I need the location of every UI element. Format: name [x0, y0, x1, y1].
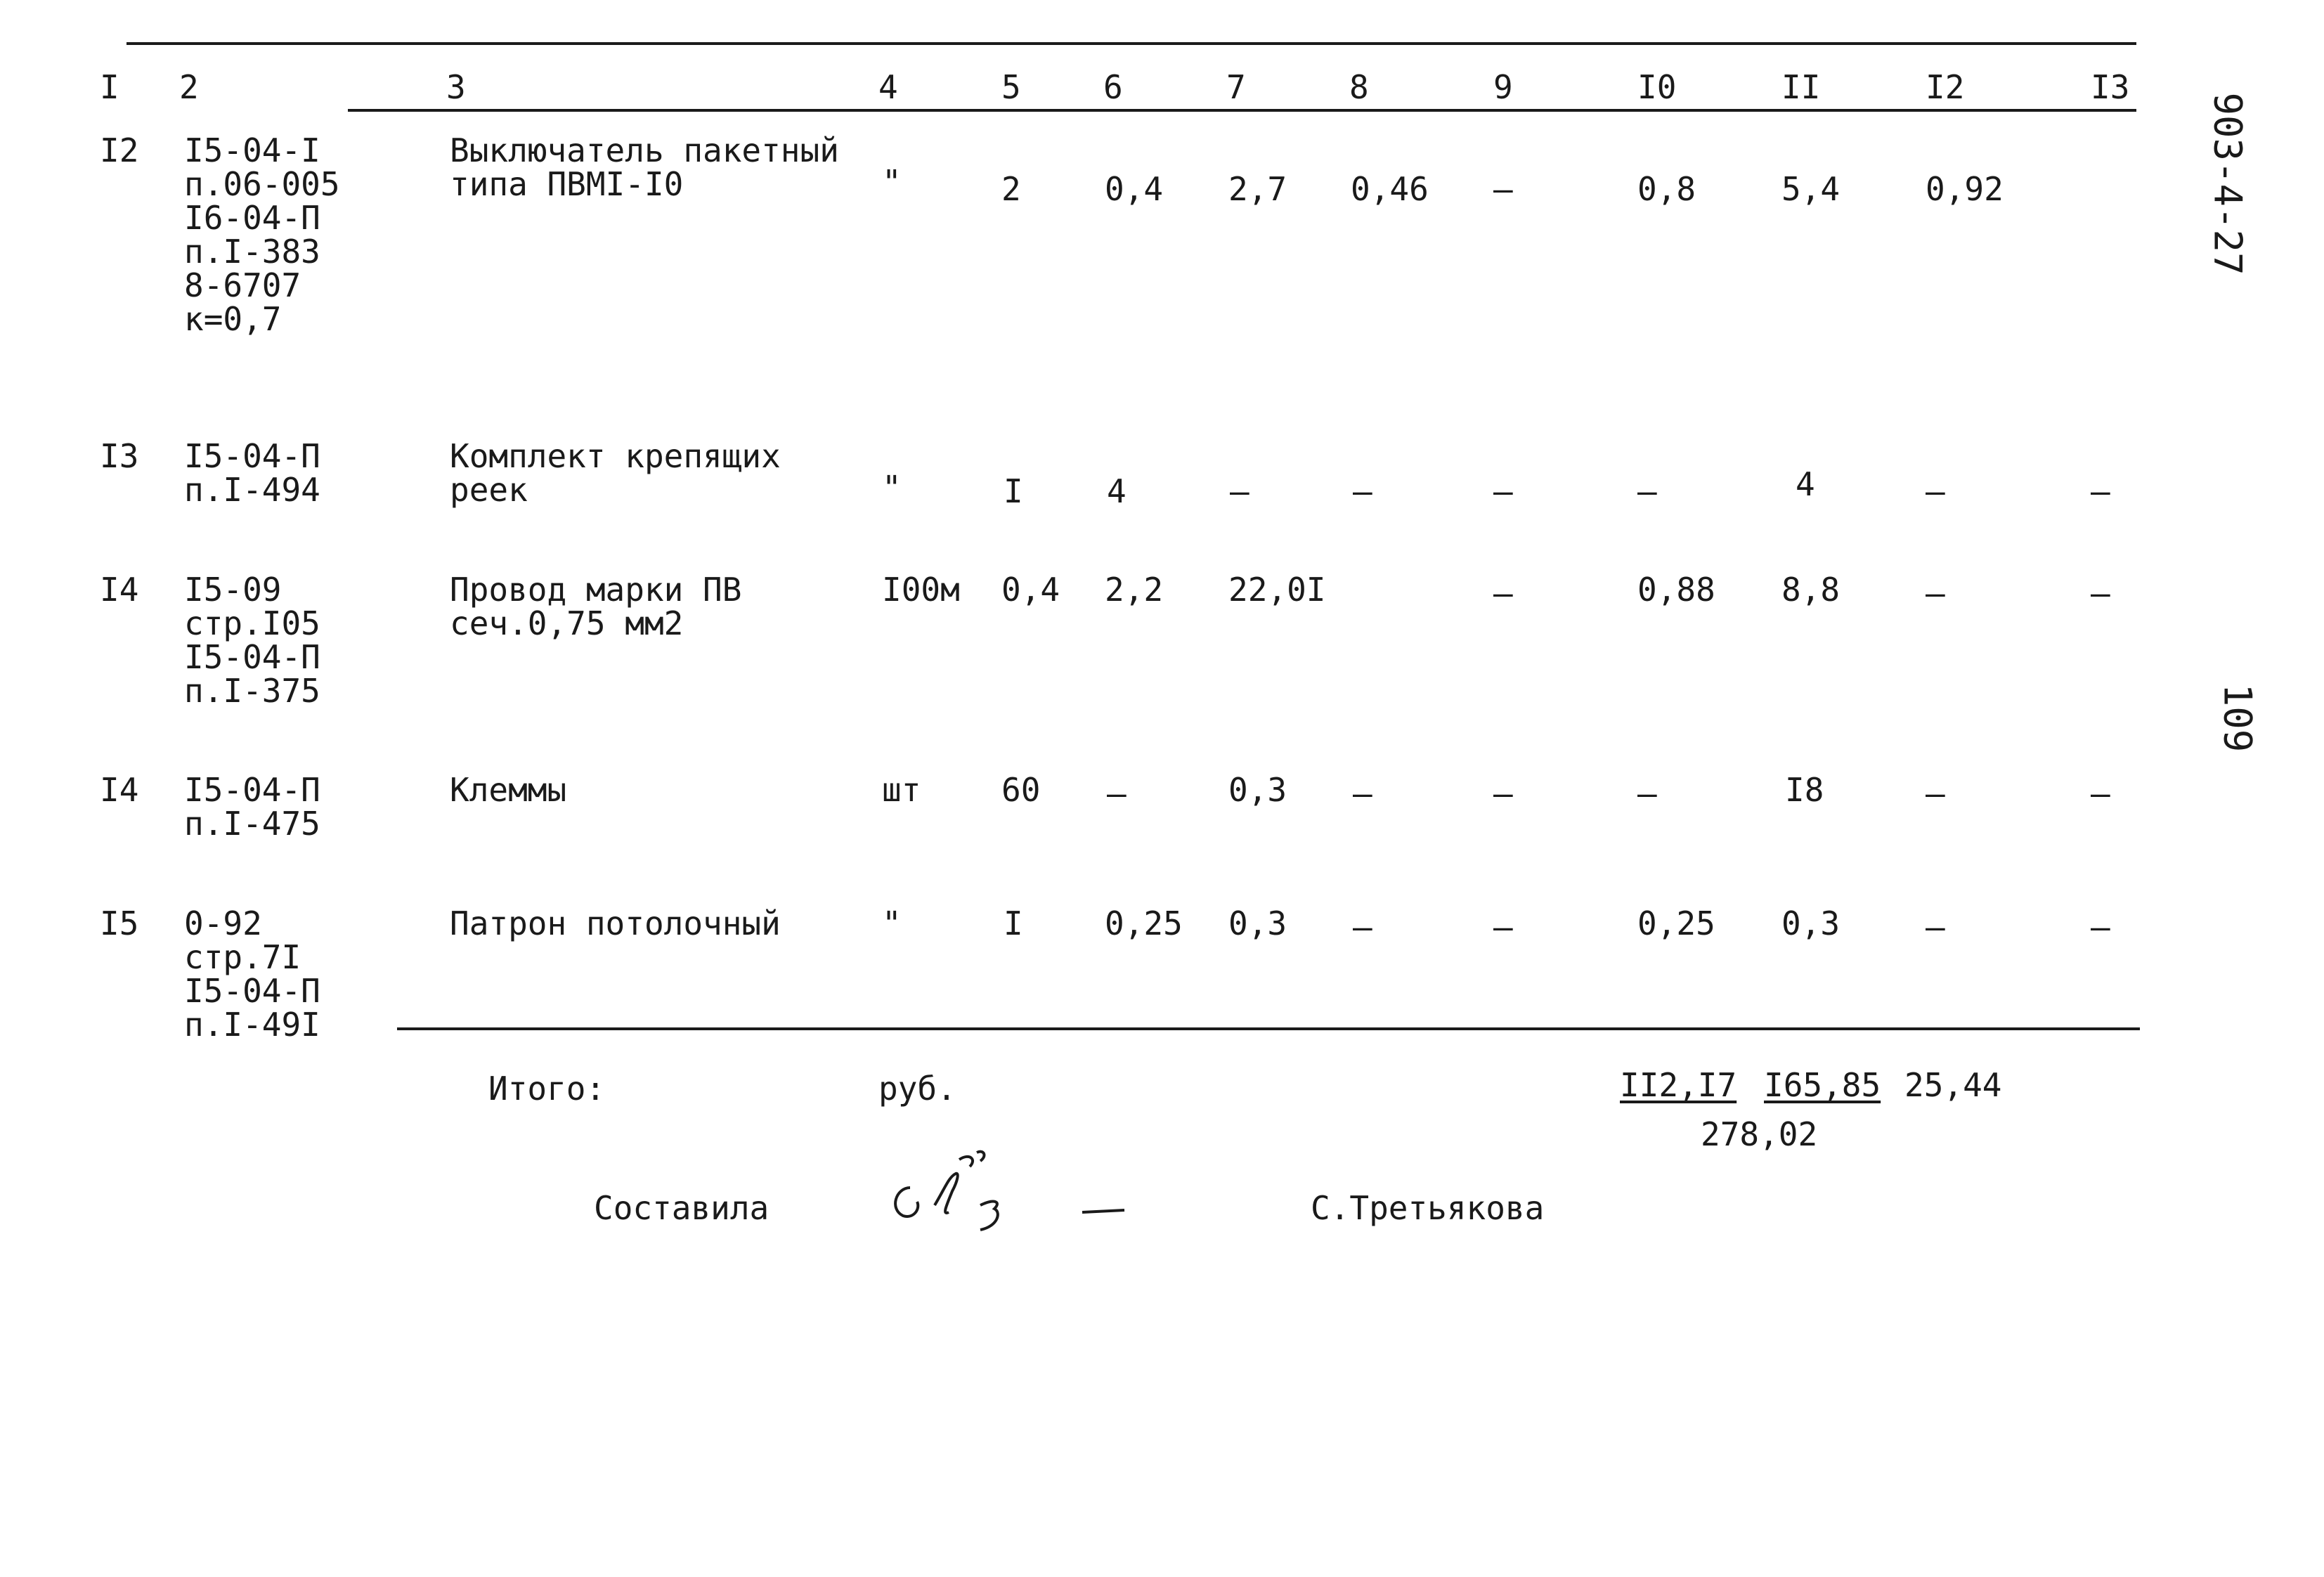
cell-9: –	[1493, 170, 1513, 208]
ref-line: п.I-494	[184, 471, 320, 509]
ref-line: п.I-383	[184, 233, 320, 271]
cell-12: –	[1926, 574, 1945, 612]
cell-10: 0,88	[1637, 571, 1715, 609]
cell-10: 0,25	[1637, 904, 1715, 942]
header-col-12: I2	[1926, 68, 1965, 106]
row-reference	[184, 773, 320, 841]
row-number: I3	[100, 437, 139, 475]
row-item-name	[450, 773, 566, 807]
cell-12: –	[1926, 908, 1945, 946]
header-col-11: II	[1781, 68, 1821, 106]
row-item-name	[450, 904, 781, 942]
cell-9: –	[1493, 908, 1513, 946]
ref-line: стр.I05	[184, 604, 320, 642]
header-col-6: 6	[1103, 68, 1123, 106]
cell-unit: I00м	[882, 571, 960, 609]
cell-12: 0,92	[1926, 170, 2004, 208]
name-line: Выключатель пакетный	[450, 131, 839, 169]
cell-12: –	[1926, 472, 1945, 510]
header-col-5: 5	[1001, 68, 1021, 106]
cell-6: 0,25	[1105, 904, 1183, 942]
cell-7: 0,3	[1228, 771, 1287, 809]
header-col-3: 3	[446, 68, 466, 106]
ref-line: п.I-475	[184, 805, 320, 843]
top-rule	[126, 42, 2136, 45]
cell-8: –	[1353, 774, 1372, 812]
cell-7: –	[1230, 472, 1249, 510]
cell-5: 2	[1001, 170, 1021, 208]
ref-line: I6-04-П	[184, 199, 320, 237]
row-number: I4	[100, 571, 139, 609]
name-line: Комплект крепящих	[450, 437, 781, 475]
name-line: Провод марки ПВ	[450, 571, 742, 609]
cell-11: 4	[1796, 465, 1815, 503]
cell-13: –	[2091, 908, 2110, 946]
header-col-9: 9	[1493, 68, 1513, 106]
row-item-name	[450, 439, 781, 507]
cell-7: 22,0I	[1228, 571, 1326, 609]
row-item-name	[450, 131, 839, 203]
cell-11: 8,8	[1781, 571, 1841, 609]
row-number: I2	[100, 131, 139, 169]
header-col-13: I3	[2091, 68, 2130, 106]
cell-9: –	[1493, 472, 1513, 510]
cell-13: –	[2091, 774, 2110, 812]
ref-line: стр.7I	[184, 938, 301, 976]
cell-7: 0,3	[1228, 904, 1287, 942]
ref-line: I5-09	[184, 571, 282, 609]
total-sum: 278,02	[1701, 1115, 1818, 1153]
total-col-10: II2,I7	[1620, 1066, 1737, 1104]
cell-13: –	[2091, 574, 2110, 612]
cell-9: –	[1493, 774, 1513, 812]
total-label: Итого:	[488, 1070, 606, 1108]
composed-label: Составила	[594, 1189, 770, 1227]
row-reference	[184, 439, 320, 507]
cell-10: 0,8	[1637, 170, 1696, 208]
cell-12: –	[1926, 774, 1945, 812]
cell-13: –	[2091, 472, 2110, 510]
cell-5: 0,4	[1001, 571, 1060, 609]
name-line: Патрон потолочный	[450, 904, 781, 942]
header-col-10: I0	[1637, 68, 1677, 106]
ref-line: 8-6707	[184, 266, 301, 304]
header-col-8: 8	[1349, 68, 1369, 106]
row-reference	[184, 573, 320, 708]
cell-unit: шт	[882, 771, 921, 809]
cell-6: 4	[1107, 472, 1127, 510]
header-col-4: 4	[878, 68, 898, 106]
cell-6: –	[1107, 774, 1127, 812]
row-reference	[184, 904, 320, 1044]
cell-unit: "	[882, 469, 902, 507]
ref-line: п.I-375	[184, 672, 320, 710]
name-line: сеч.0,75 мм2	[450, 604, 684, 642]
cell-10: –	[1637, 472, 1657, 510]
cell-unit: "	[882, 163, 902, 201]
cell-5: I	[1004, 472, 1023, 510]
header-rule	[348, 109, 2136, 112]
ref-line: п.I-49I	[184, 1006, 320, 1044]
bottom-rule	[397, 1027, 2140, 1030]
row-number: I5	[100, 904, 139, 942]
signature	[882, 1138, 1142, 1265]
cell-8: –	[1353, 472, 1372, 510]
header-col-1: I	[100, 68, 119, 106]
header-col-7: 7	[1226, 68, 1246, 106]
total-col-11: I65,85	[1764, 1066, 1881, 1104]
ref-line: I5-04-П	[184, 771, 320, 809]
cell-6: 0,4	[1105, 170, 1164, 208]
cell-9: –	[1493, 574, 1513, 612]
document-code: 903-4-27	[2205, 92, 2250, 275]
cell-8: –	[1353, 908, 1372, 946]
ref-line: I5-04-П	[184, 972, 320, 1010]
page-number: 109	[2215, 683, 2260, 753]
cell-unit: "	[882, 904, 902, 942]
cell-10: –	[1637, 774, 1657, 812]
cell-11: 0,3	[1781, 904, 1841, 942]
cell-11: 5,4	[1781, 170, 1841, 208]
header-col-2: 2	[179, 68, 199, 106]
row-number: I4	[100, 771, 139, 809]
row-item-name	[450, 573, 741, 640]
name-line: Клеммы	[450, 771, 567, 809]
cell-7: 2,7	[1228, 170, 1287, 208]
row-reference	[184, 131, 340, 338]
name-line: типа ПВМI-I0	[450, 165, 684, 203]
cell-8: 0,46	[1351, 170, 1429, 208]
ref-line: к=0,7	[184, 300, 282, 338]
cell-5: I	[1004, 904, 1023, 942]
cell-5: 60	[1001, 771, 1041, 809]
cell-6: 2,2	[1105, 571, 1164, 609]
ref-line: п.06-005	[184, 165, 340, 203]
ref-line: I5-04-I	[184, 131, 320, 169]
ref-line: I5-04-П	[184, 638, 320, 676]
total-col-12: 25,44	[1904, 1066, 2002, 1104]
name-line: реек	[450, 471, 528, 509]
author-name: С.Третьякова	[1311, 1189, 1545, 1227]
ref-line: 0-92	[184, 904, 262, 942]
cell-11: I8	[1785, 771, 1824, 809]
total-unit: руб.	[878, 1070, 956, 1108]
ref-line: I5-04-П	[184, 437, 320, 475]
